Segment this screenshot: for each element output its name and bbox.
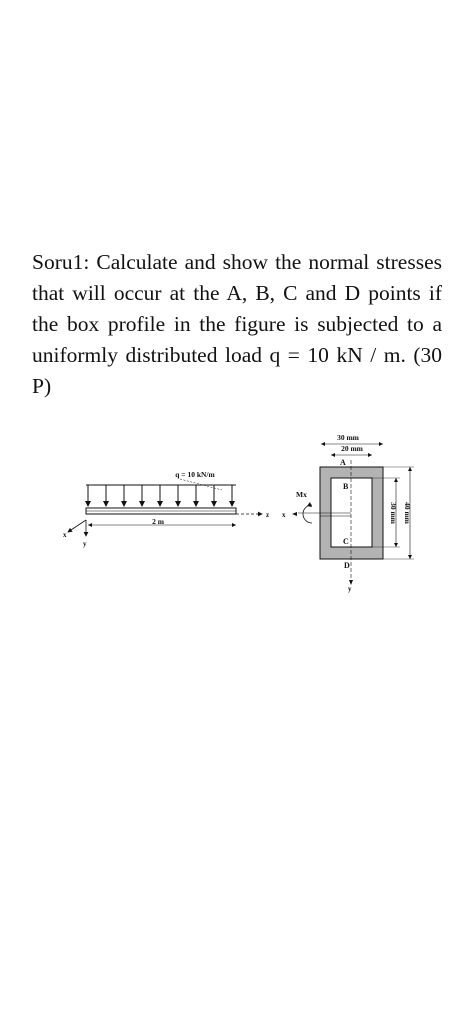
point-b: B bbox=[343, 482, 349, 491]
box-section-diagram bbox=[282, 433, 414, 593]
box-inner bbox=[331, 478, 372, 547]
beam-axis-z: z bbox=[266, 511, 270, 519]
point-a: A bbox=[340, 458, 346, 467]
point-d: D bbox=[344, 561, 350, 570]
beam-diagram bbox=[63, 470, 269, 548]
beam-axis-x: x bbox=[63, 531, 67, 539]
distributed-load-arrows bbox=[88, 485, 232, 506]
outer-height-label: 40 mm bbox=[403, 502, 412, 524]
point-c: C bbox=[343, 537, 349, 546]
inner-width-label: 20 mm bbox=[341, 444, 363, 453]
inner-height-label: 30 mm bbox=[389, 502, 398, 524]
span-label: 2 m bbox=[152, 517, 164, 526]
beam-and-section-figure bbox=[0, 425, 473, 600]
outer-width-label: 30 mm bbox=[337, 433, 359, 442]
section-axis-x: x bbox=[282, 511, 286, 519]
moment-label: Mx bbox=[296, 490, 307, 499]
load-label: q = 10 kN/m bbox=[175, 470, 215, 479]
beam-axis-y: y bbox=[83, 540, 87, 548]
question-text: Soru1: Calculate and show the normal stresses that will occur at the A, B, C and D points if the box profile in the figure is subjected to a uniformly distributed load q = 10 kN / m. (30 P) bbox=[32, 250, 442, 398]
moment-arc bbox=[303, 505, 312, 523]
section-axis-y: y bbox=[348, 585, 352, 593]
